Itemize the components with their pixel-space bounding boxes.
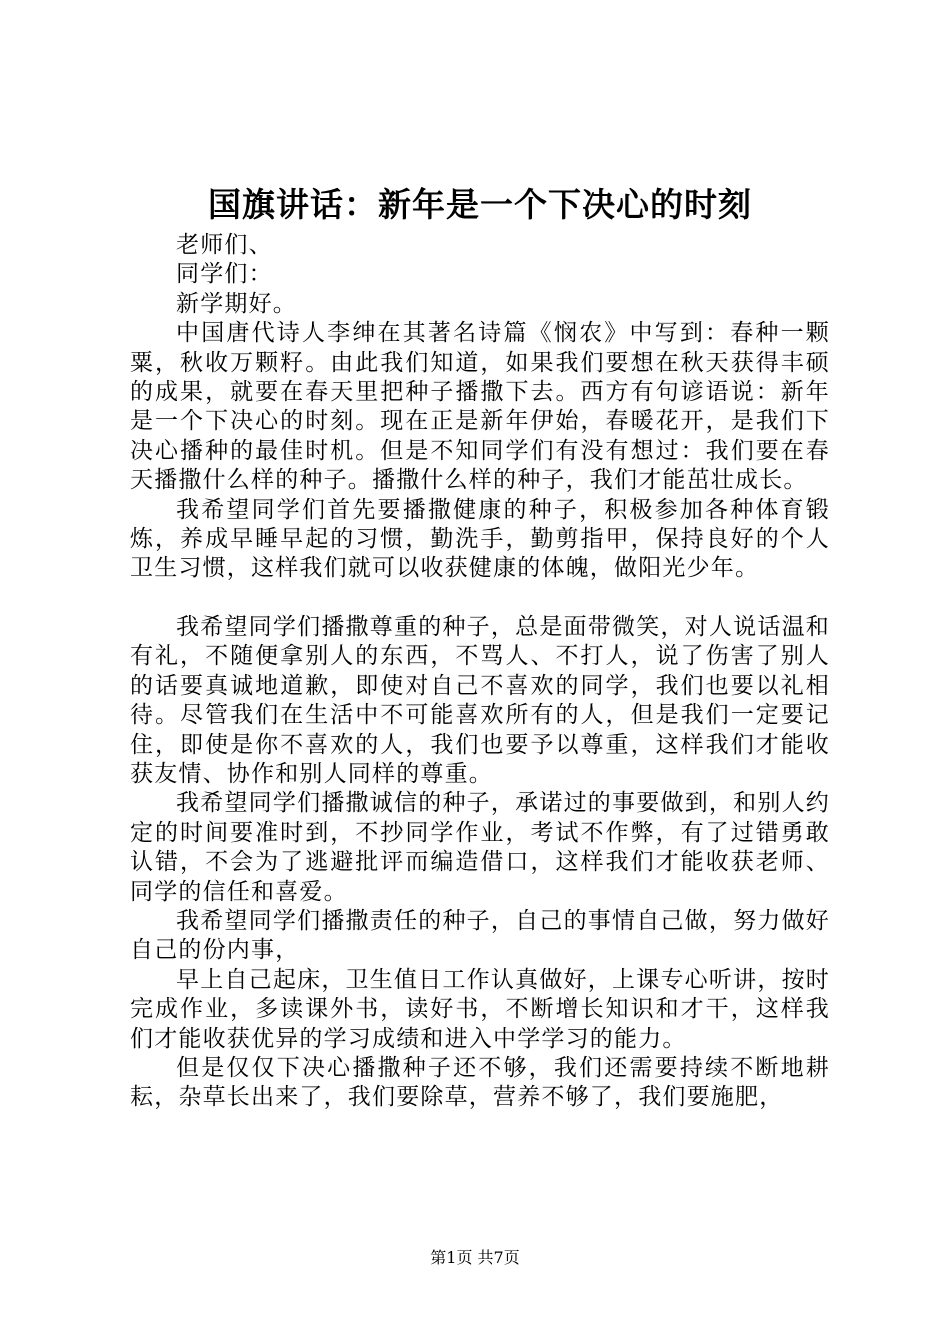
paragraph-greeting-students: 同学们： xyxy=(176,261,273,288)
page-number-footer: 第1页 共7页 xyxy=(430,1248,520,1267)
document-body xyxy=(130,231,830,1113)
document-page xyxy=(130,183,830,1113)
paragraph-cultivation: 但是仅仅下决心播撒种子还不够，我们还需要持续不断地耕耘，杂草长出来了，我们要除草，营养不够了，我们要施肥， xyxy=(130,1054,830,1111)
paragraph-intro: 中国唐代诗人李绅在其著名诗篇《悯农》中写到：春种一颗粟，秋收万颗籽。由此我们知道，如果我们要想在秋天获得丰硕的成果，就要在春天里把种子播撒下去。西方有句谚语说：新年是一个下决心的时刻。现在正是新年伊始，春暖花开，是我们下决心播种的最佳时机。但是不知同学们有没有想过：我们要在春天播撒什么样的种子。播撒什么样的种子，我们才能茁壮成长。 xyxy=(130,320,830,494)
document-title: 国旗讲话：新年是一个下决心的时刻 xyxy=(208,185,752,224)
paragraph-respect: 我希望同学们播撒尊重的种子，总是面带微笑，对人说话温和有礼，不随便拿别人的东西，不骂人、不打人，说了伤害了别人的话要真诚地道歉，即使对自己不喜欢的同学，我们也要以礼相待。尽管我们在生活中不可能喜欢所有的人，但是我们一定要记住，即使是你不喜欢的人，我们也要予以尊重，这样我们才能收获友情、协作和别人同样的尊重。 xyxy=(130,613,830,787)
paragraph-responsibility: 我希望同学们播撒责任的种子，自己的事情自己做，努力做好自己的份内事， xyxy=(130,907,830,964)
paragraph-honesty: 我希望同学们播撒诚信的种子，承诺过的事要做到，和别人约定的时间要准时到，不抄同学作业，考试不作弊，有了过错勇敢认错，不会为了逃避批评而编造借口，这样我们才能收获老师、同学的信任和喜爱。 xyxy=(130,790,830,905)
paragraph-greeting-teachers: 老师们、 xyxy=(176,232,273,258)
paragraph-health: 我希望同学们首先要播撒健康的种子，积极参加各种体育锻炼，养成早睡早起的习惯，勤洗手，勤剪指甲，保持良好的个人卫生习惯，这样我们就可以收获健康的体魄，做阳光少年。 xyxy=(130,496,830,582)
paragraph-daily-habits: 早上自己起床，卫生值日工作认真做好，上课专心听讲，按时完成作业，多读课外书，读好书，不断增长知识和才干，这样我们才能收获优异的学习成绩和进入中学学习的能力。 xyxy=(130,966,830,1052)
paragraph-greeting-new-term: 新学期好。 xyxy=(176,290,297,317)
